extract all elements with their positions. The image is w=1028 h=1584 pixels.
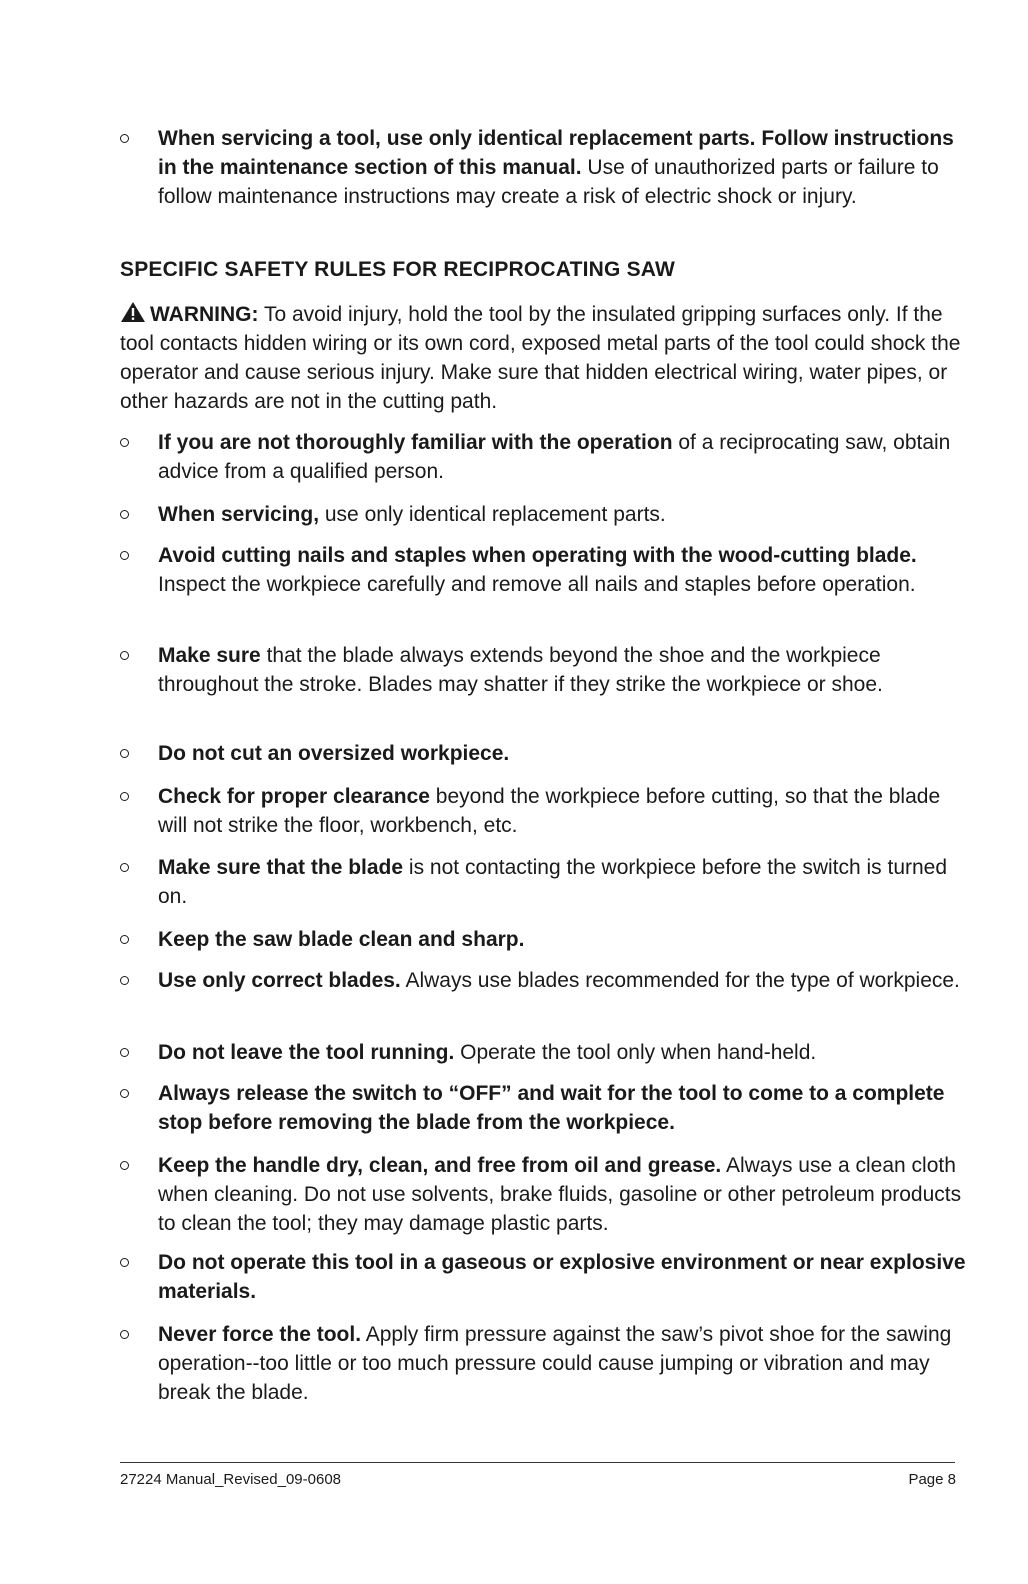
rule-item [158, 1079, 968, 1137]
bullet-icon [120, 935, 129, 944]
rule-bold-text: Do not cut an oversized workpiece. [158, 742, 510, 765]
item-bold-text: When servicing a tool, use only identical replacement parts. Follow instructions in the maintenance section of this manual. [158, 127, 954, 179]
footer-doc-id: 27224 Manual_Revised_09-0608 [120, 1471, 342, 1488]
rule-bold-text: Avoid cutting nails and staples when operating with the wood-cutting blade. [158, 544, 917, 567]
rule-item [158, 428, 968, 486]
warning-label: WARNING: [150, 303, 259, 326]
bullet-icon [120, 551, 129, 560]
rule-item [158, 1320, 968, 1407]
rule-text: that the blade always extends beyond the shoe and the workpiece throughout the stroke. Blades may shatter if they strike the workpiece or shoe. [158, 644, 883, 696]
rule-item [158, 782, 968, 840]
warning-text: To avoid injury, hold the tool by the insulated gripping surfaces only. If the tool contacts hidden wiring or its own cord, exposed metal parts of the tool could shock the operator and cause serious injury. Make sure that hidden electrical wiring, water pipes, or other hazards are not in the cutting path. [120, 303, 961, 413]
rule-text: is not contacting the workpiece before the switch is turned on. [158, 856, 948, 908]
section-heading: SPECIFIC SAFETY RULES FOR RECIPROCATING SAW [120, 258, 676, 281]
footer-page-number: Page 8 [908, 1471, 956, 1488]
rule-bold-text: Keep the saw blade clean and sharp. [158, 928, 525, 951]
warning-triangle-icon [120, 301, 146, 323]
rule-item [158, 739, 968, 768]
rule-text: Always use blades recommended for the type of workpiece. [400, 969, 960, 992]
bullet-icon [120, 1089, 129, 1098]
rule-bold-text: Always release the switch to “OFF” and wait for the tool to come to a complete stop before removing the blade from the workpiece. [158, 1082, 945, 1134]
rule-text: Operate the tool only when hand-held. [454, 1041, 817, 1064]
rule-text: Apply firm pressure against the saw’s pivot shoe for the sawing operation--too little or too much pressure could cause jumping or vibration and may break the blade. [158, 1323, 952, 1404]
item-text: Use of unauthorized parts or failure to follow maintenance instructions may create a risk of electric shock or injury. [158, 156, 939, 208]
rule-item [158, 966, 968, 995]
rule-item [158, 1248, 968, 1306]
rule-text: beyond the workpiece before cutting, so that the blade will not strike the floor, workbench, etc. [158, 785, 941, 837]
bullet-icon [120, 792, 129, 801]
rule-item [158, 641, 968, 699]
bullet-icon [120, 749, 129, 758]
rule-item [158, 1038, 968, 1067]
rule-bold-text: When servicing, [158, 503, 320, 526]
rule-bold-text: Do not operate this tool in a gaseous or explosive environment or near explosive materials. [158, 1251, 966, 1303]
bullet-icon [120, 134, 129, 143]
rule-item [158, 500, 968, 529]
rule-bold-text: Never force the tool. [158, 1323, 362, 1346]
bullet-icon [120, 1048, 129, 1057]
rule-bold-text: Make sure [158, 644, 261, 667]
bullet-icon [120, 863, 129, 872]
rule-bold-text: Check for proper clearance [158, 785, 430, 808]
bullet-icon [120, 1330, 129, 1339]
rule-bold-text: If you are not thoroughly familiar with the operation [158, 431, 673, 454]
rule-bold-text: Keep the handle dry, clean, and free from oil and grease. [158, 1154, 722, 1177]
rule-text: use only identical replacement parts. [319, 503, 666, 526]
warning-paragraph [120, 300, 970, 416]
rule-item [158, 541, 968, 599]
rule-item [158, 853, 968, 911]
bullet-icon [120, 976, 129, 985]
rule-text: Inspect the workpiece carefully and remove all nails and staples before operation. [158, 573, 916, 596]
top-list-item [158, 124, 968, 211]
bullet-icon [120, 510, 129, 519]
bullet-icon [120, 651, 129, 660]
rule-item [158, 1151, 968, 1238]
rule-bold-text: Make sure that the blade [158, 856, 404, 879]
bullet-icon [120, 1161, 129, 1170]
rule-bold-text: Use only correct blades. [158, 969, 401, 992]
rule-item [158, 925, 968, 954]
footer-divider [120, 1462, 955, 1463]
rule-text: Always use a clean cloth when cleaning. Do not use solvents, brake fluids, gasoline or other petroleum products to clean the tool; they may damage plastic parts. [158, 1154, 962, 1235]
bullet-icon [120, 438, 129, 447]
bullet-icon [120, 1258, 129, 1267]
rule-text: of a reciprocating saw, obtain advice from a qualified person. [158, 431, 951, 483]
rule-bold-text: Do not leave the tool running. [158, 1041, 455, 1064]
